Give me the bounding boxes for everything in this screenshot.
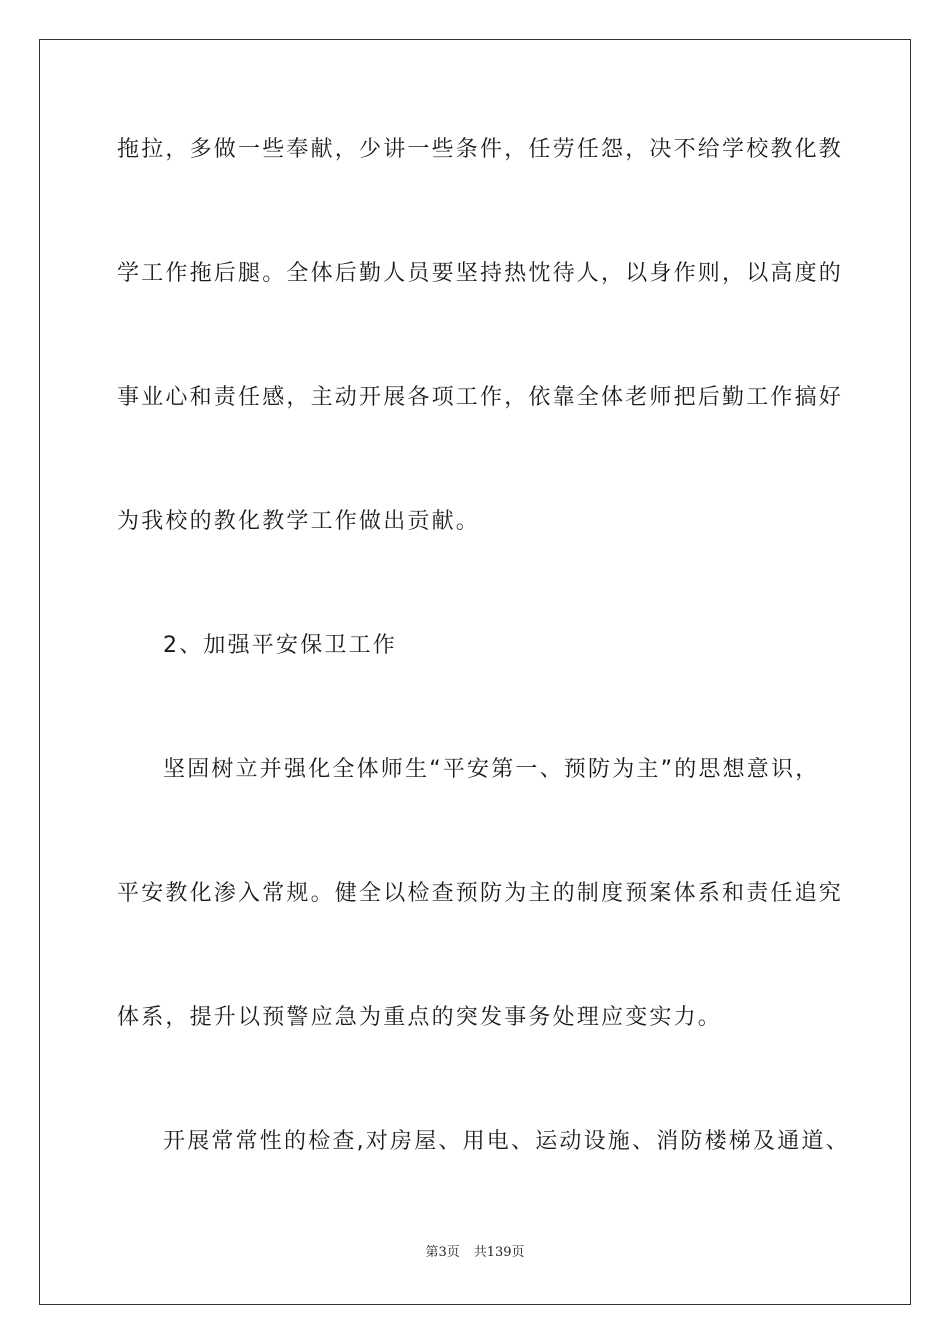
body-text-line-1: 拖拉，多做一些奉献，少讲一些条件，任劳任怨，决不给学校教化教 <box>117 137 844 162</box>
page-border <box>39 39 911 1305</box>
total-pages: 共139页 <box>473 1245 525 1260</box>
section-heading: 2、加强平安保卫工作 <box>163 633 397 658</box>
body-text-line-2: 学工作拖后腿。全体后勤人员要坚持热忱待人，以身作则，以高度的 <box>117 261 844 286</box>
body-text-line-4: 为我校的教化教学工作做出贡献。 <box>117 509 481 534</box>
body-text-line-7: 体系，提升以预警应急为重点的突发事务处理应变实力。 <box>117 1005 723 1030</box>
page-number: 第3页 <box>425 1245 460 1260</box>
page-footer <box>0 1244 950 1262</box>
body-text-line-5: 坚固树立并强化全体师生“平安第一、预防为主”的思想意识， <box>163 757 820 782</box>
body-text-line-3: 事业心和责任感，主动开展各项工作，依靠全体老师把后勤工作搞好 <box>117 385 844 410</box>
body-text-line-6: 平安教化渗入常规。健全以检查预防为主的制度预案体系和责任追究 <box>117 881 844 906</box>
body-text-line-8: 开展常常性的检查,对房屋、用电、运动设施、消防楼梯及通道、 <box>163 1129 850 1154</box>
